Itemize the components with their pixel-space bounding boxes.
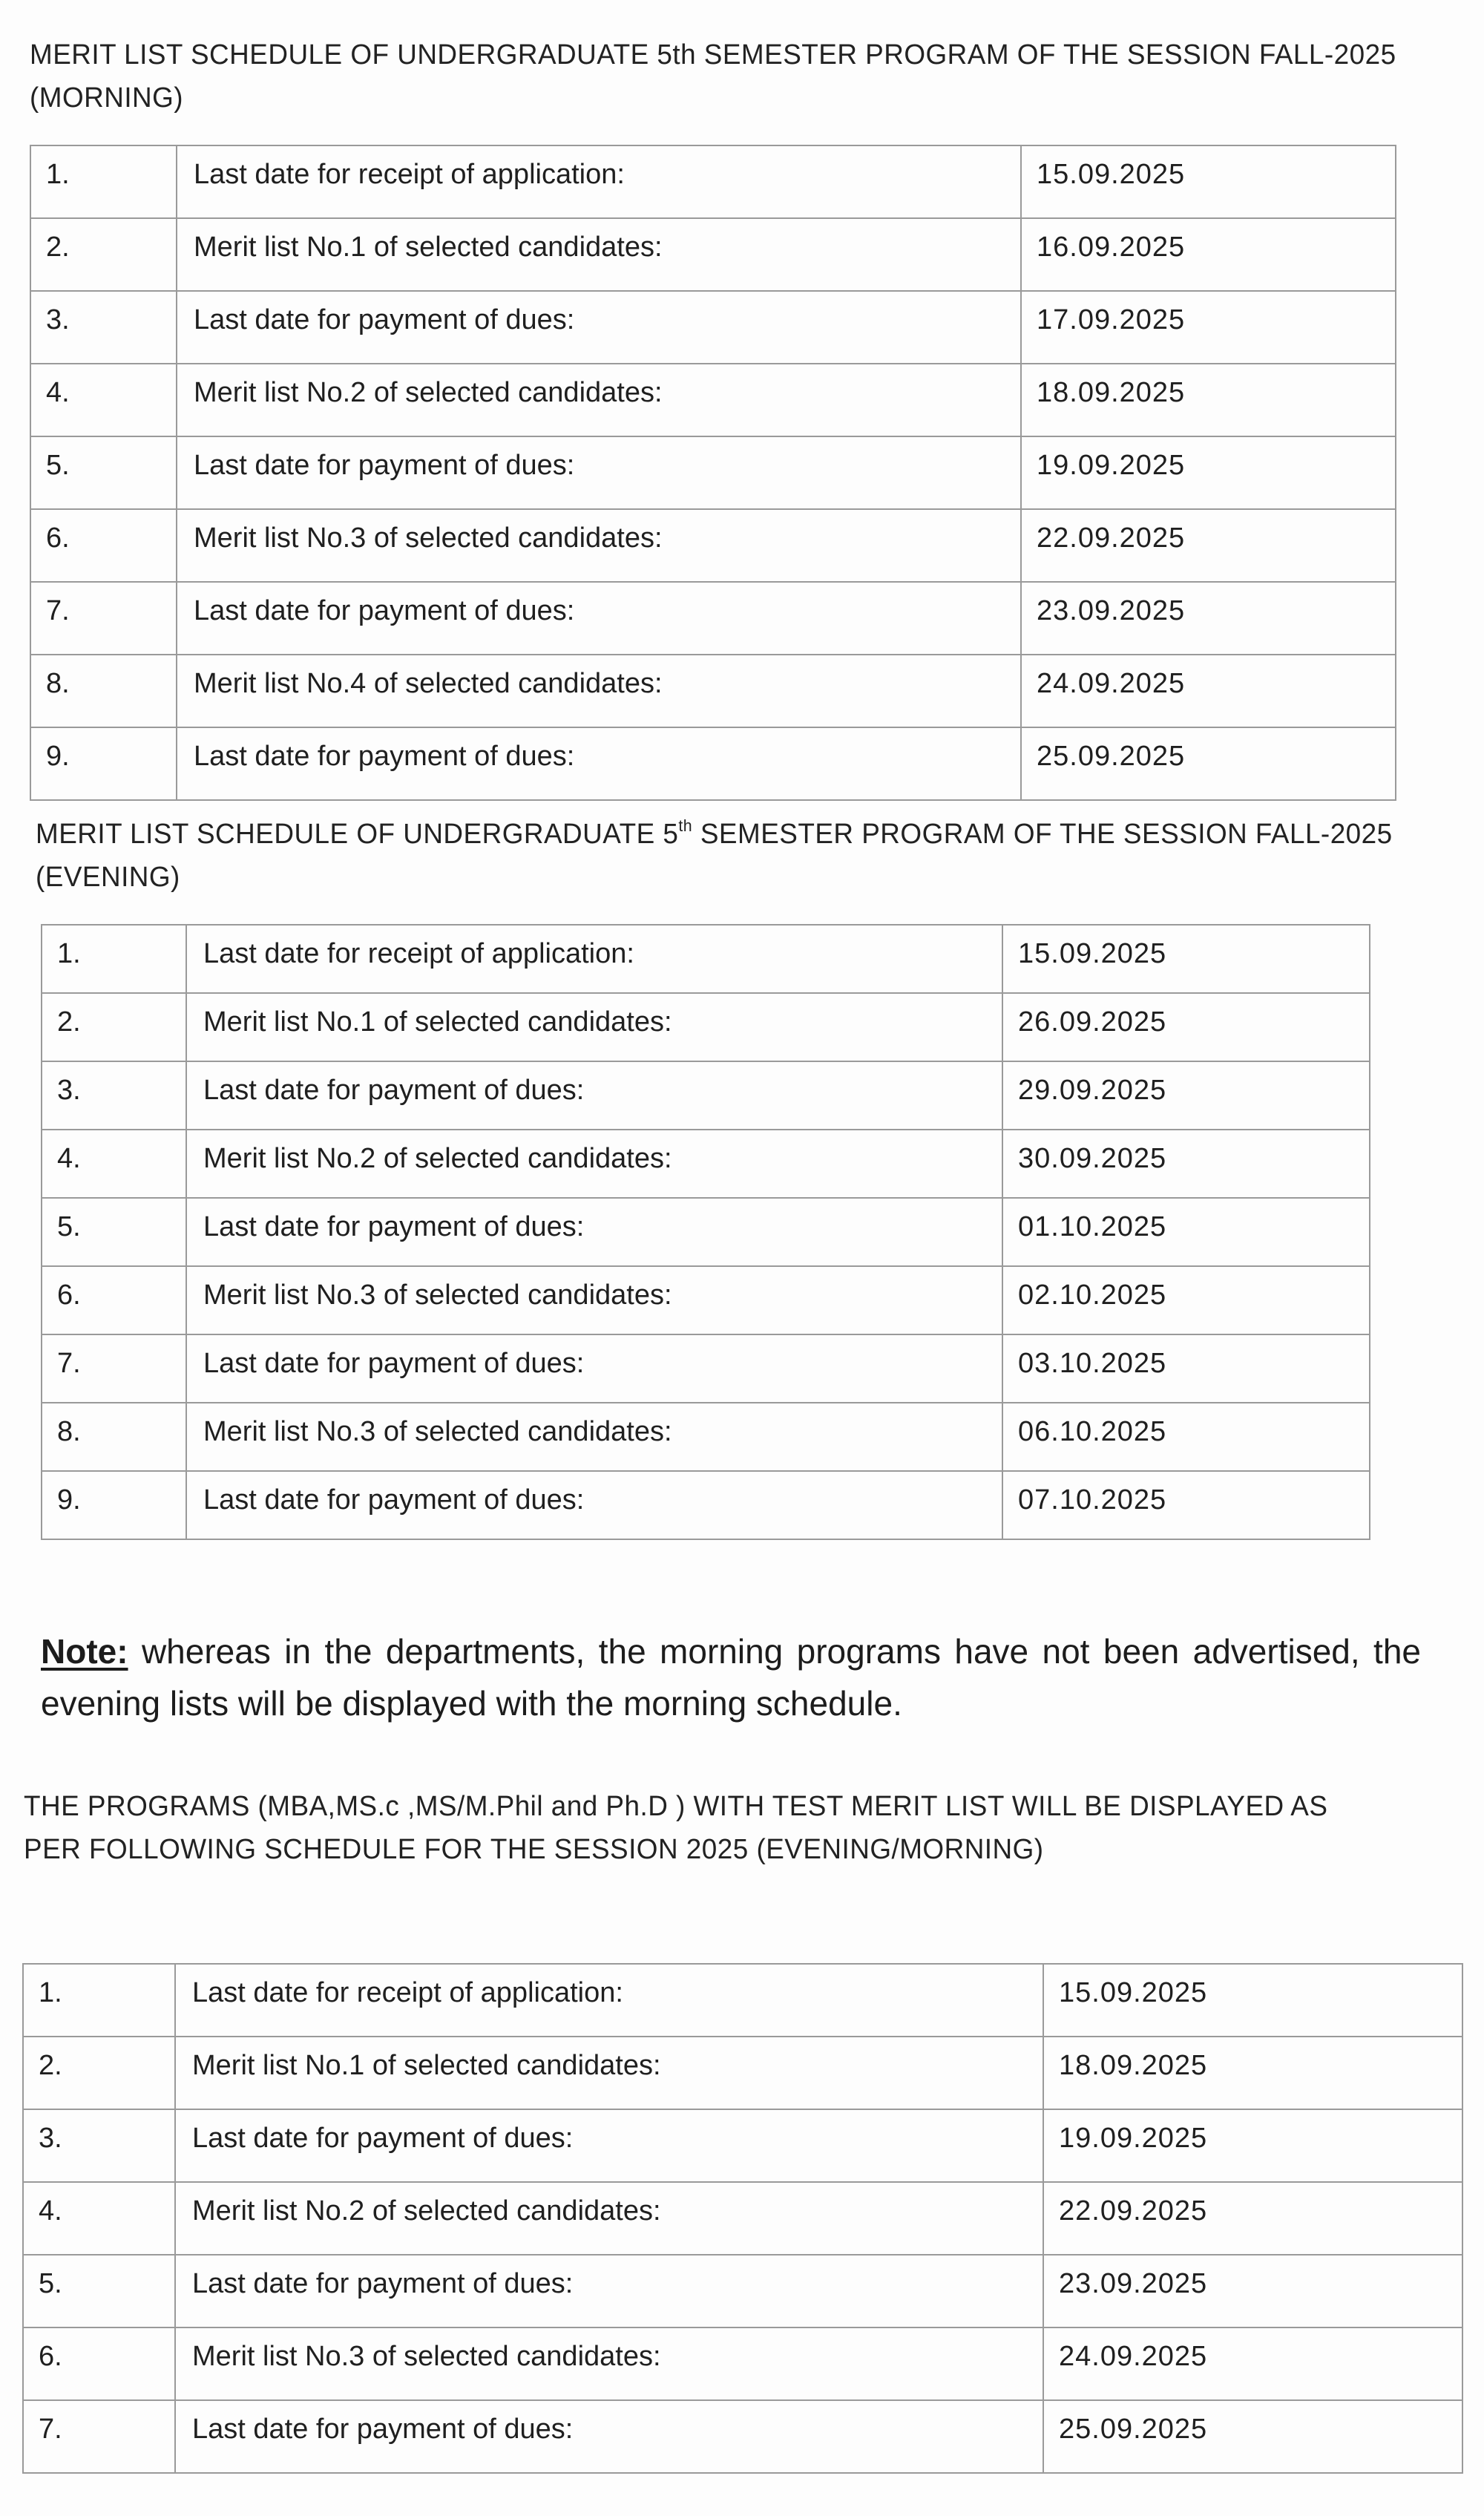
evening-schedule-table xyxy=(41,924,1370,1540)
event-date: 19.09.2025 xyxy=(1059,2123,1208,2154)
event-date: 18.09.2025 xyxy=(1059,2050,1208,2081)
row-number: 5. xyxy=(57,1211,81,1242)
table-row xyxy=(23,2182,1462,2255)
event-description-cell xyxy=(177,364,1021,436)
event-description: Last date for payment of dues: xyxy=(203,1348,585,1379)
programs-schedule-heading xyxy=(24,1785,1327,1871)
row-number: 7. xyxy=(46,595,70,626)
row-number: 1. xyxy=(57,938,81,969)
event-date-cell xyxy=(1002,993,1370,1061)
row-number: 2. xyxy=(39,2050,62,2081)
table-row xyxy=(42,1471,1370,1539)
event-date: 17.09.2025 xyxy=(1037,304,1186,335)
event-description-cell xyxy=(186,1471,1002,1539)
event-description-cell xyxy=(175,2400,1043,2473)
table-row xyxy=(30,509,1396,582)
event-description-cell xyxy=(186,1061,1002,1130)
event-description: Last date for receipt of application: xyxy=(192,1977,623,2008)
evening-heading-line1 xyxy=(36,813,1393,856)
event-date: 23.09.2025 xyxy=(1037,595,1186,626)
event-description: Merit list No.3 of selected candidates: xyxy=(203,1416,672,1447)
table-row xyxy=(30,727,1396,800)
event-date: 19.09.2025 xyxy=(1037,450,1186,481)
event-date-cell xyxy=(1002,1471,1370,1539)
event-description: Merit list No.2 of selected candidates: xyxy=(192,2195,661,2227)
row-number: 8. xyxy=(46,668,70,699)
table-row xyxy=(42,1403,1370,1471)
row-number-cell xyxy=(30,727,177,800)
event-date: 22.09.2025 xyxy=(1037,522,1186,554)
event-date: 06.10.2025 xyxy=(1018,1416,1167,1447)
table-row xyxy=(23,1964,1462,2037)
table-row xyxy=(30,655,1396,727)
note-label: Note: xyxy=(41,1632,128,1671)
event-description-cell xyxy=(177,291,1021,364)
event-date: 02.10.2025 xyxy=(1018,1280,1167,1311)
event-date-cell xyxy=(1002,1061,1370,1130)
row-number: 1. xyxy=(46,159,70,190)
event-date-cell xyxy=(1043,2255,1462,2327)
row-number-cell xyxy=(30,655,177,727)
event-description-cell xyxy=(186,925,1002,993)
event-date-cell xyxy=(1021,218,1396,291)
row-number-cell xyxy=(23,2182,175,2255)
row-number: 3. xyxy=(39,2123,62,2154)
row-number: 6. xyxy=(46,522,70,554)
event-description-cell xyxy=(177,436,1021,509)
event-date-cell xyxy=(1043,1964,1462,2037)
event-description-cell xyxy=(177,145,1021,218)
row-number-cell xyxy=(42,1130,186,1198)
event-date: 18.09.2025 xyxy=(1037,377,1186,408)
row-number-cell xyxy=(42,993,186,1061)
event-date-cell xyxy=(1043,2400,1462,2473)
event-date: 15.09.2025 xyxy=(1059,1977,1208,2008)
row-number: 2. xyxy=(57,1006,81,1038)
event-description: Merit list No.3 of selected candidates: xyxy=(192,2341,661,2372)
event-description-cell xyxy=(175,2255,1043,2327)
event-description: Merit list No.1 of selected candidates: xyxy=(192,2050,661,2081)
event-date-cell xyxy=(1043,2109,1462,2182)
programs-schedule-table xyxy=(22,1963,1463,2474)
event-description-cell xyxy=(186,993,1002,1061)
row-number-cell xyxy=(42,1403,186,1471)
event-date: 30.09.2025 xyxy=(1018,1143,1167,1174)
table-row xyxy=(30,364,1396,436)
row-number: 6. xyxy=(39,2341,62,2372)
table-row xyxy=(42,1334,1370,1403)
event-date: 22.09.2025 xyxy=(1059,2195,1208,2227)
event-description: Last date for receipt of application: xyxy=(194,159,625,190)
event-description: Last date for payment of dues: xyxy=(192,2268,574,2299)
event-description-cell xyxy=(186,1403,1002,1471)
event-description: Merit list No.2 of selected candidates: xyxy=(194,377,663,408)
event-date: 03.10.2025 xyxy=(1018,1348,1167,1379)
table-row xyxy=(30,436,1396,509)
row-number-cell xyxy=(30,582,177,655)
row-number-cell xyxy=(30,509,177,582)
event-description: Last date for payment of dues: xyxy=(203,1484,585,1516)
event-description: Merit list No.3 of selected candidates: xyxy=(194,522,663,554)
event-description: Last date for payment of dues: xyxy=(203,1075,585,1106)
evening-heading-line2: (EVENING) xyxy=(36,862,180,893)
row-number: 6. xyxy=(57,1280,81,1311)
table-row xyxy=(42,925,1370,993)
event-description: Last date for payment of dues: xyxy=(192,2414,574,2445)
row-number: 8. xyxy=(57,1416,81,1447)
event-date-cell xyxy=(1002,1334,1370,1403)
event-date: 15.09.2025 xyxy=(1018,938,1167,969)
event-description-cell xyxy=(186,1130,1002,1198)
event-description-cell xyxy=(175,2182,1043,2255)
event-description: Merit list No.4 of selected candidates: xyxy=(194,668,663,699)
table-row xyxy=(23,2255,1462,2327)
row-number-cell xyxy=(42,1471,186,1539)
table-row xyxy=(30,291,1396,364)
schedule-note xyxy=(41,1625,1421,1729)
event-description: Last date for receipt of application: xyxy=(203,938,634,969)
event-date-cell xyxy=(1043,2182,1462,2255)
evening-heading-text: MERIT LIST SCHEDULE OF UNDERGRADUATE 5 xyxy=(36,819,679,850)
event-date-cell xyxy=(1002,925,1370,993)
row-number: 5. xyxy=(46,450,70,481)
row-number-cell xyxy=(23,2037,175,2109)
event-description: Last date for payment of dues: xyxy=(194,741,575,772)
morning-heading-line1: MERIT LIST SCHEDULE OF UNDERGRADUATE 5th SEMESTER PROGRAM OF THE SESSION FALL-2025 xyxy=(30,39,1396,71)
row-number: 5. xyxy=(39,2268,62,2299)
programs-heading-line1: THE PROGRAMS (MBA,MS.c ,MS/M.Phil and Ph.D ) WITH TEST MERIT LIST WILL BE DISPLAYED AS xyxy=(24,1791,1328,1822)
table-row xyxy=(30,582,1396,655)
event-date: 29.09.2025 xyxy=(1018,1075,1167,1106)
event-date-cell xyxy=(1043,2327,1462,2400)
table-row xyxy=(42,1266,1370,1334)
row-number-cell xyxy=(30,436,177,509)
event-date: 24.09.2025 xyxy=(1059,2341,1208,2372)
row-number-cell xyxy=(23,2109,175,2182)
row-number-cell xyxy=(42,925,186,993)
event-date-cell xyxy=(1021,291,1396,364)
event-description: Last date for payment of dues: xyxy=(203,1211,585,1242)
event-date: 23.09.2025 xyxy=(1059,2268,1208,2299)
event-description: Last date for payment of dues: xyxy=(194,595,575,626)
event-date: 26.09.2025 xyxy=(1018,1006,1167,1038)
row-number-cell xyxy=(42,1198,186,1266)
row-number-cell xyxy=(23,2400,175,2473)
event-description-cell xyxy=(186,1266,1002,1334)
programs-heading-line2: PER FOLLOWING SCHEDULE FOR THE SESSION 2025 (EVENING/MORNING) xyxy=(24,1834,1044,1865)
event-date: 24.09.2025 xyxy=(1037,668,1186,699)
event-description-cell xyxy=(177,582,1021,655)
event-date-cell xyxy=(1043,2037,1462,2109)
event-date-cell xyxy=(1021,436,1396,509)
evening-heading-text-rest: SEMESTER PROGRAM OF THE SESSION FALL-2025 xyxy=(692,819,1393,850)
event-date-cell xyxy=(1002,1198,1370,1266)
table-row xyxy=(23,2037,1462,2109)
event-date: 25.09.2025 xyxy=(1059,2414,1208,2445)
event-description: Merit list No.1 of selected candidates: xyxy=(194,232,663,263)
event-date-cell xyxy=(1021,145,1396,218)
evening-schedule-heading xyxy=(36,813,1393,899)
table-row xyxy=(23,2327,1462,2400)
table-row xyxy=(42,1061,1370,1130)
event-description: Last date for payment of dues: xyxy=(194,304,575,335)
row-number: 9. xyxy=(57,1484,81,1516)
row-number-cell xyxy=(30,218,177,291)
event-description-cell xyxy=(186,1198,1002,1266)
event-date: 15.09.2025 xyxy=(1037,159,1186,190)
event-description: Merit list No.2 of selected candidates: xyxy=(203,1143,672,1174)
event-description: Merit list No.1 of selected candidates: xyxy=(203,1006,672,1038)
row-number: 7. xyxy=(39,2414,62,2445)
row-number-cell xyxy=(23,1964,175,2037)
event-description: Last date for payment of dues: xyxy=(194,450,575,481)
row-number: 3. xyxy=(57,1075,81,1106)
event-date-cell xyxy=(1002,1266,1370,1334)
event-description-cell xyxy=(175,2037,1043,2109)
row-number: 9. xyxy=(46,741,70,772)
row-number: 4. xyxy=(46,377,70,408)
table-row xyxy=(30,145,1396,218)
table-row xyxy=(42,1130,1370,1198)
event-description-cell xyxy=(186,1334,1002,1403)
event-description: Last date for payment of dues: xyxy=(192,2123,574,2154)
table-row xyxy=(30,218,1396,291)
table-row xyxy=(42,993,1370,1061)
event-date-cell xyxy=(1021,655,1396,727)
event-date-cell xyxy=(1021,509,1396,582)
event-date: 25.09.2025 xyxy=(1037,741,1186,772)
event-description-cell xyxy=(177,727,1021,800)
event-date: 01.10.2025 xyxy=(1018,1211,1167,1242)
row-number-cell xyxy=(30,364,177,436)
row-number-cell xyxy=(23,2327,175,2400)
morning-heading-line2: (MORNING) xyxy=(30,82,184,114)
row-number-cell xyxy=(30,145,177,218)
event-description-cell xyxy=(177,655,1021,727)
event-date-cell xyxy=(1002,1130,1370,1198)
row-number: 4. xyxy=(57,1143,81,1174)
row-number-cell xyxy=(30,291,177,364)
note-text: whereas in the departments, the morning programs have not been advertised, the evening lists will be displayed with the morning schedule. xyxy=(41,1632,1421,1723)
table-row xyxy=(23,2109,1462,2182)
event-date-cell xyxy=(1021,364,1396,436)
event-description-cell xyxy=(175,2327,1043,2400)
table-row xyxy=(23,2400,1462,2473)
table-row xyxy=(42,1198,1370,1266)
event-date-cell xyxy=(1021,727,1396,800)
event-date-cell xyxy=(1002,1403,1370,1471)
row-number-cell xyxy=(23,2255,175,2327)
event-date-cell xyxy=(1021,582,1396,655)
row-number: 2. xyxy=(46,232,70,263)
event-date: 07.10.2025 xyxy=(1018,1484,1167,1516)
row-number-cell xyxy=(42,1266,186,1334)
ordinal-superscript: th xyxy=(678,816,693,835)
event-description-cell xyxy=(175,2109,1043,2182)
morning-schedule-table xyxy=(30,145,1396,801)
event-description: Merit list No.3 of selected candidates: xyxy=(203,1280,672,1311)
row-number: 1. xyxy=(39,1977,62,2008)
event-description-cell xyxy=(177,218,1021,291)
row-number: 7. xyxy=(57,1348,81,1379)
row-number-cell xyxy=(42,1334,186,1403)
row-number: 4. xyxy=(39,2195,62,2227)
morning-schedule-heading xyxy=(30,33,1396,119)
event-date: 16.09.2025 xyxy=(1037,232,1186,263)
row-number: 3. xyxy=(46,304,70,335)
row-number-cell xyxy=(42,1061,186,1130)
event-description-cell xyxy=(177,509,1021,582)
event-description-cell xyxy=(175,1964,1043,2037)
